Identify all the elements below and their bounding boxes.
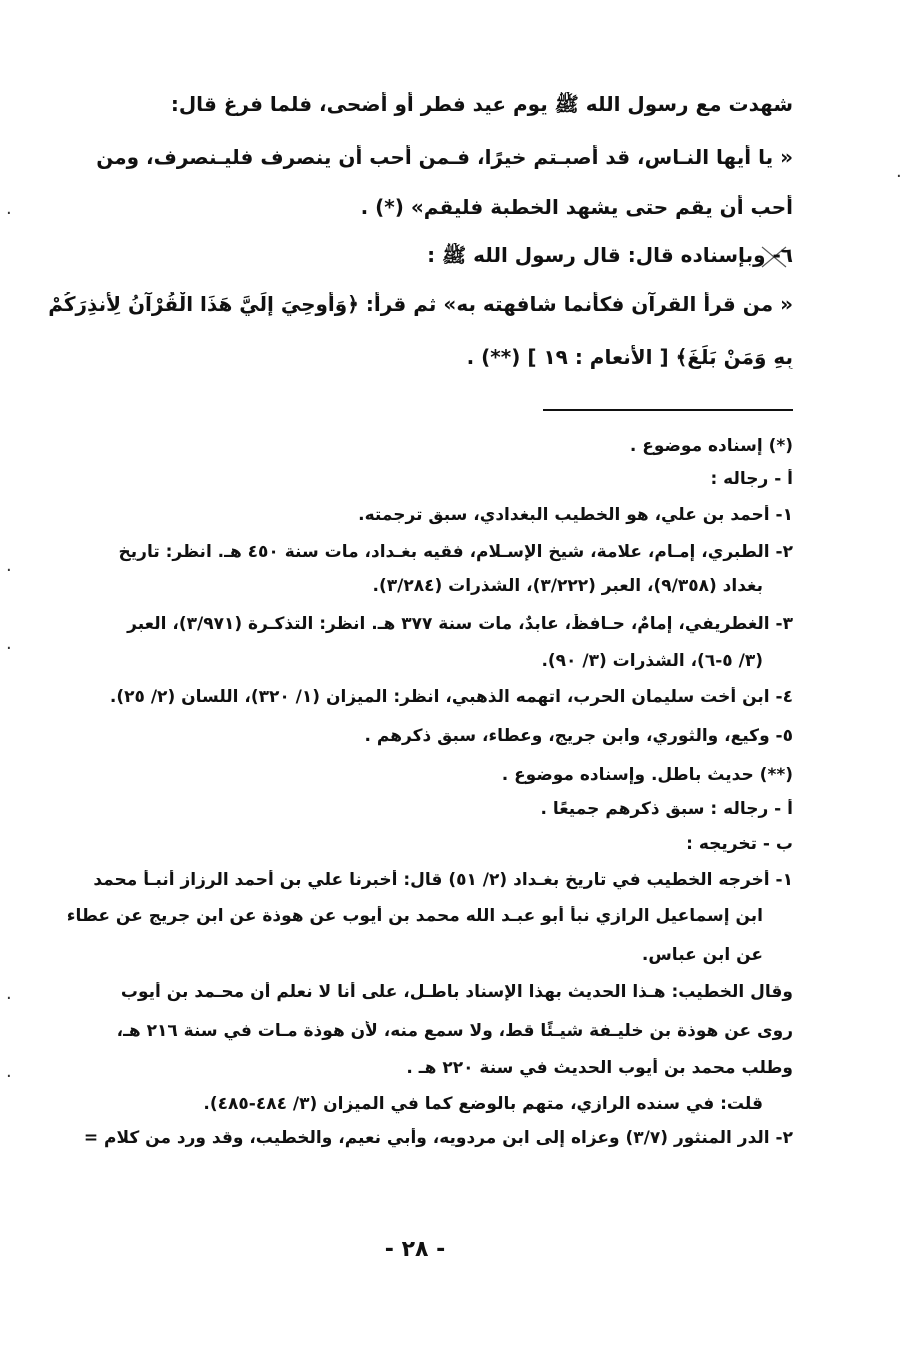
footnote-line: (*) إسناده موضوع . [629,436,793,456]
footnote-line: (٣/ ٥-٦)، الشذرات (٣/ ٩٠). [541,651,763,671]
footnote-line: (**) حديث باطل. وإسناده موضوع . [501,765,793,785]
footnote-line: ١- أخرجه الخطيب في تاريخ بغـداد (٢/ ٥١) قال: أخبرنا علي بن أحمد الرزاز أنبـأ محمد [93,870,793,890]
footnote-line: ٣- الغطريفي، إمامٌ، حـافظٌ، عابدٌ، مات سنة ٣٧٧ هـ. انظر: التذكـرة (٣/٩٧١)، العبر [127,614,793,634]
footnote-line: ب - تخريجه : [686,834,793,854]
body-line: شهدت مع رسول الله ﷺ يوم عيد فطر أو أضحى، فلما فرغ قال: [170,92,793,116]
margin-mark: · [6,560,12,581]
body-line: بِهِ وَمَنْ بَلَغَ﴾ [ الأنعام : ١٩ ] (**) . [466,345,793,369]
margin-mark: · [6,1066,12,1087]
margin-mark: · [6,638,12,659]
footnote-line: ابن إسماعيل الرازي نبأ أبو عبـد الله محمد بن أيوب عن هوذة عن ابن جريج عن عطاء [66,906,763,926]
footnote-line: ٢- الدر المنثور (٣/٧) وعزاه إلى ابن مردويه، وأبي نعيم، والخطيب، وقد ورد من كلام = [83,1128,793,1148]
body-line: ٦- وبإسناده قال: قال رسول الله ﷺ : [427,243,793,267]
footnote-line: ٢- الطبري، إمـام، علامة، شيخ الإسـلام، فقيه بغـداد، مات سنة ٤٥٠ هـ. انظر: تاريخ [118,542,793,562]
footnote-line: أ - رجاله : [710,469,793,489]
footnote-line: وقال الخطيب: هـذا الحديث بهذا الإسناد باطـل، على أنا لا نعلم أن محـمد بن أيوب [120,982,793,1002]
footnote-line: عن ابن عباس. [641,945,763,965]
footnote-line: بغداد (٩/٣٥٨)، العبر (٣/٢٢٢)، الشذرات (٣/٢٨٤). [372,576,763,596]
footnote-line: وطلب محمد بن أيوب الحديث في سنة ٢٢٠ هـ . [406,1058,793,1078]
footnote-line: أ - رجاله : سبق ذكرهم جميعًا . [540,799,793,819]
body-line: « يا أيها النـاس، قد أصبـتم خيرًا، فـمن أحب أن ينصرف فليـنصرف، ومن [96,145,793,169]
footnote-separator [543,409,793,411]
page-number: - ٢٨ - [384,1237,446,1262]
footnote-line: ١- أحمد بن علي، هو الخطيب البغدادي، سبق ترجمته. [358,505,793,525]
footnote-line: ٥- وكيع، والثوري، وابن جريج، وعطاء، سبق ذكرهم . [364,726,793,746]
footnote-line: قلت: في سنده الرازي، متهم بالوضع كما في الميزان (٣/ ٤٨٤-٤٨٥). [203,1094,763,1114]
margin-mark: · [6,988,12,1009]
margin-mark: · [6,203,12,224]
footnote-line: ٤- ابن أخت سليمان الحرب، اتهمه الذهبي، انظر: الميزان (١/ ٣٢٠)، اللسان (٢/ ٢٥). [109,687,793,707]
body-line: « من قرأ القرآن فكأنما شافهته به» ثم قرأ: ﴿وَأُوحِيَ إِلَيَّ هَذَا الْقُرْآنُ لِأُنذِرَكُمْ [48,292,793,316]
margin-mark: · [896,166,902,187]
footnote-line: روى عن هوذة بن خليـفة شيـئًا قط، ولا سمع منه، لأن هوذة مـات في سنة ٢١٦ هـ، [116,1021,793,1041]
body-line: أحب أن يقم حتى يشهد الخطبة فليقم» (*) . [360,195,793,219]
